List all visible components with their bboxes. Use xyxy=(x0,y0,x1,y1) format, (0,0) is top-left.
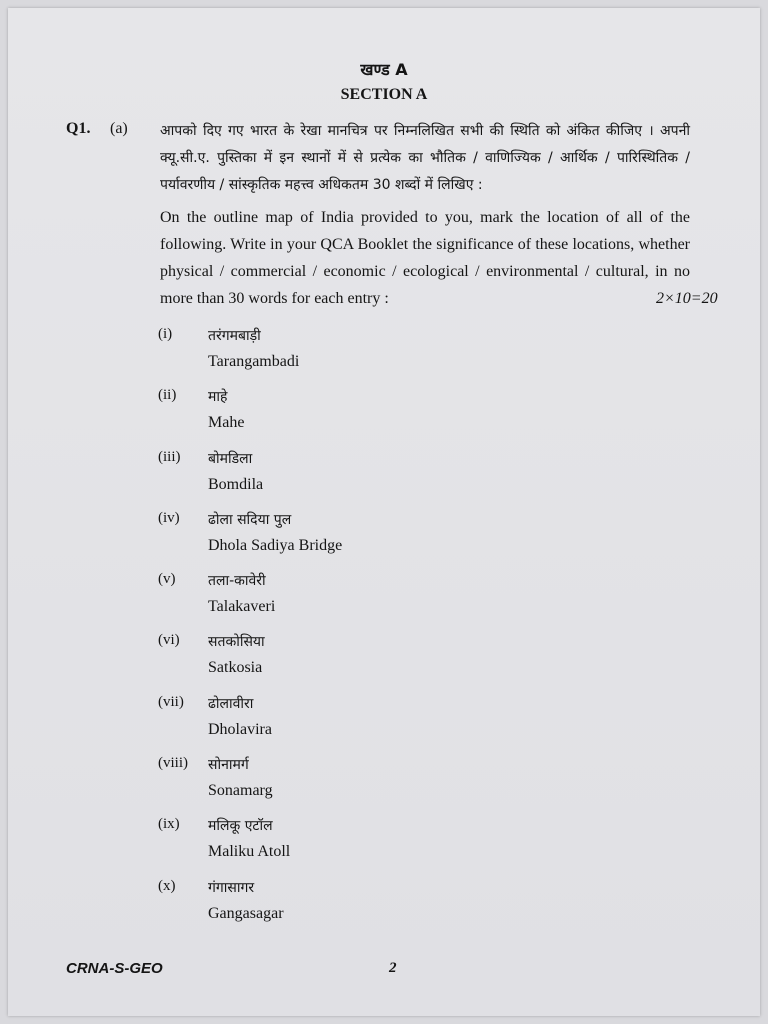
location-list xyxy=(158,326,558,939)
section-heading-hindi: खण्ड A xyxy=(360,60,408,79)
question-part: (a) xyxy=(110,120,128,137)
item-name-english: Sonamarg xyxy=(208,782,273,800)
section-heading-english: SECTION A xyxy=(340,86,428,103)
item-name-english: Mahe xyxy=(208,414,245,432)
list-item xyxy=(158,387,558,448)
list-item xyxy=(158,755,558,816)
item-name-english: Bomdila xyxy=(208,475,264,493)
list-item xyxy=(158,632,558,693)
item-number: (i) xyxy=(158,326,173,342)
item-number: (viii) xyxy=(158,755,188,772)
item-number: (iv) xyxy=(158,509,180,526)
item-name-hindi: ढोला सदिया पुल xyxy=(208,511,292,528)
item-name-hindi: बोमडिला xyxy=(208,450,253,467)
instruction-hindi: आपको दिए गए भारत के रेखा मानचित्र पर निम्नलिखित सभी की स्थिति को अंकित कीजिए । अपनी क्यू.सी.ए. पुस्तिका में इन स्थानों में से प्रत्येक का भौतिक / वाणिज्यिक / आर्थिक / पारिस्थितिक / पर्यावरणीय / सांस्कृतिक महत्त्व अधिकतम 30 शब्दों में लिखिए : xyxy=(160,123,690,193)
marks-allocation: 2×10=20 xyxy=(656,290,718,307)
instruction-english: On the outline map of India provided to you, mark the location of all of the following. Write in your QCA Booklet the significance of these locations, whether physical / commercial / economic / ecological / environmental / cultural, in no more than 30 words for each entry : xyxy=(160,209,690,307)
paper-code: CRNA-S-GEO xyxy=(66,960,163,977)
item-name-hindi: सतकोसिया xyxy=(208,634,265,651)
list-item xyxy=(158,449,558,510)
item-number: (v) xyxy=(158,571,176,588)
item-name-english: Dhola Sadiya Bridge xyxy=(208,536,343,554)
item-name-english: Talakaveri xyxy=(208,598,276,616)
item-number: (ix) xyxy=(158,816,180,833)
item-name-hindi: तला-कावेरी xyxy=(208,573,266,590)
item-name-hindi: सोनामर्ग xyxy=(208,757,249,774)
item-number: (vii) xyxy=(158,693,184,710)
list-item xyxy=(158,878,558,939)
item-number: (x) xyxy=(158,877,176,894)
item-name-english: Maliku Atoll xyxy=(208,843,291,861)
list-item xyxy=(158,816,558,877)
item-number: (ii) xyxy=(158,387,177,404)
item-name-hindi: मलिकू एटॉल xyxy=(208,818,273,835)
item-name-hindi: तरंगमबाड़ी xyxy=(208,328,261,344)
item-name-hindi: ढोलावीरा xyxy=(208,695,254,712)
question-number: Q1. xyxy=(66,120,91,137)
item-name-hindi: माहे xyxy=(208,389,228,406)
item-name-english: Gangasagar xyxy=(208,904,284,922)
item-number: (iii) xyxy=(158,448,181,465)
list-item xyxy=(158,694,558,755)
item-name-english: Tarangambadi xyxy=(208,353,300,370)
list-item xyxy=(158,571,558,632)
item-number: (vi) xyxy=(158,632,180,649)
item-name-english: Satkosia xyxy=(208,659,263,677)
item-name-english: Dholavira xyxy=(208,720,272,738)
item-name-hindi: गंगासागर xyxy=(208,879,255,896)
list-item xyxy=(158,510,558,571)
page-number: 2 xyxy=(389,960,397,976)
list-item xyxy=(158,326,558,387)
